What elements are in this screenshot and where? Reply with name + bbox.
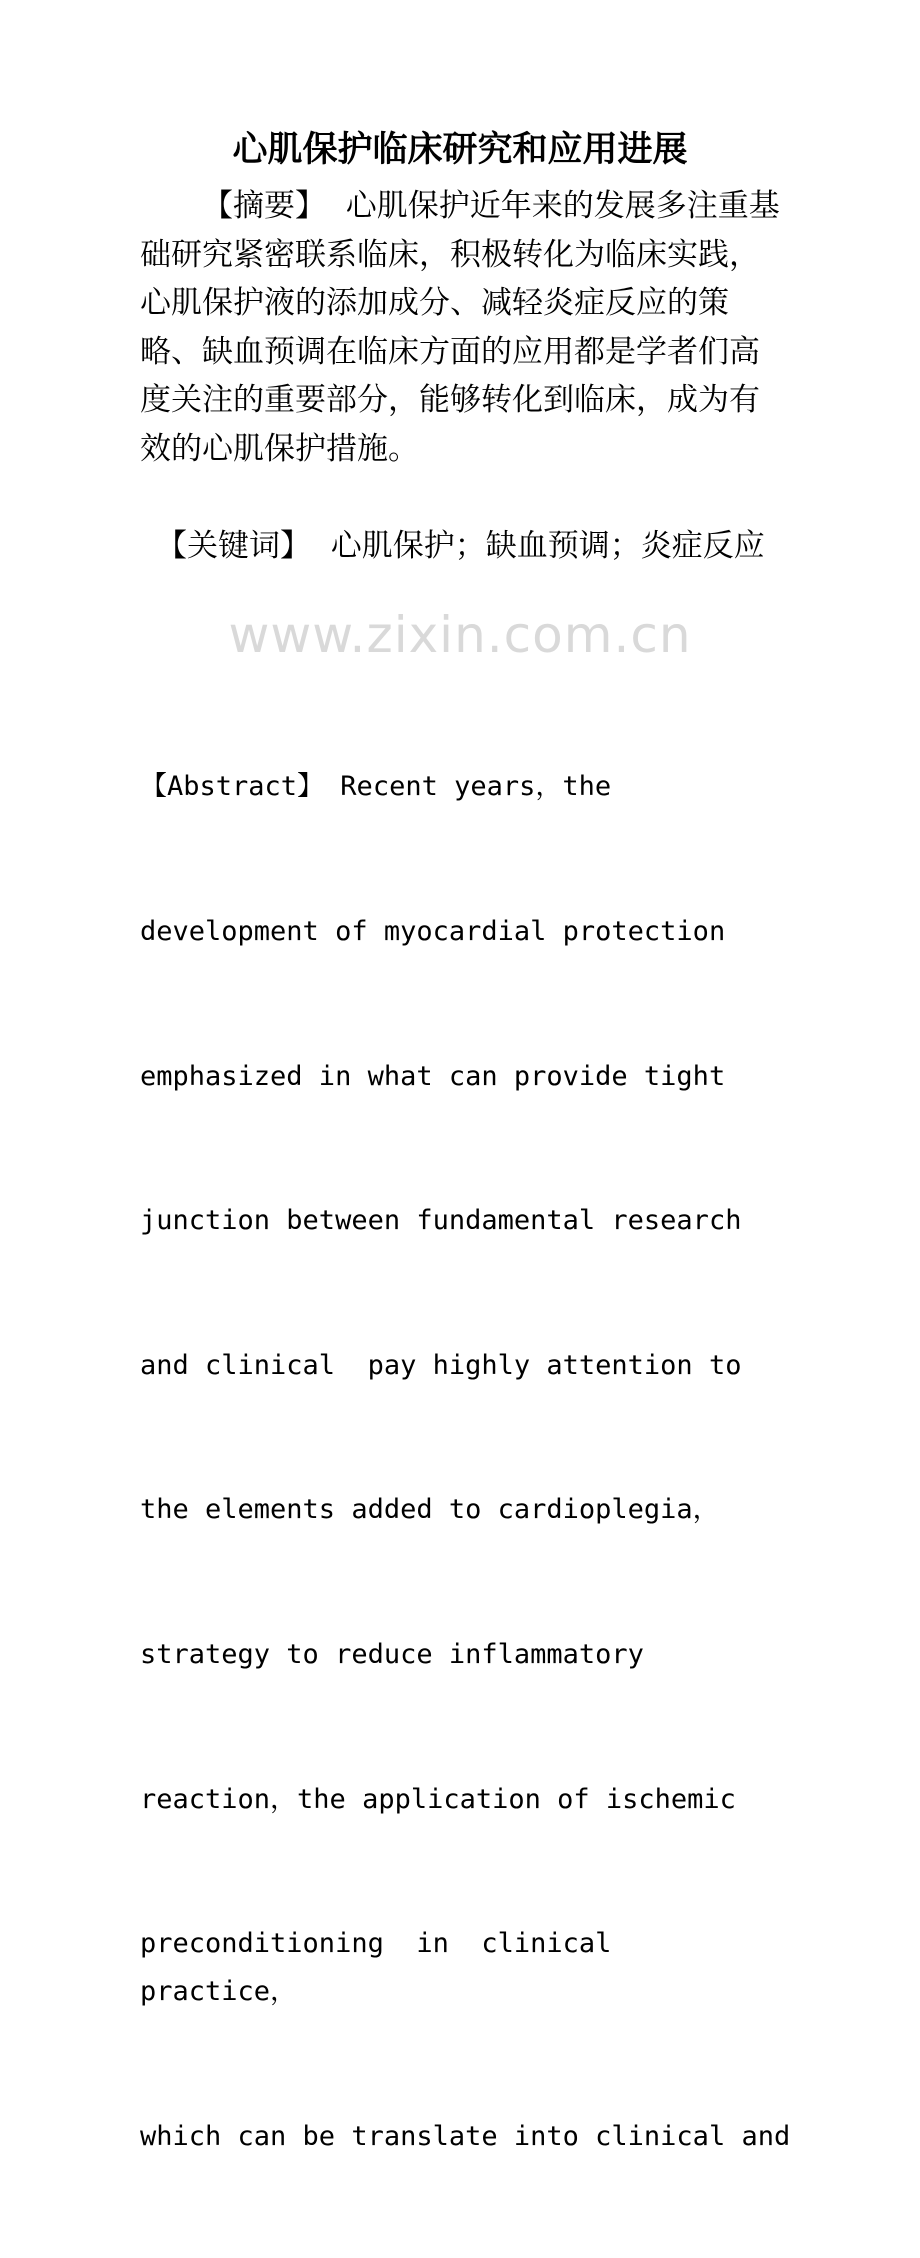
abstract-en-line: which can be translate into clinical and (140, 2121, 791, 2153)
abstract-en-line: and clinical pay highly attention to (140, 1349, 742, 1381)
abstract-en-line: preconditioning in clinical practice， (140, 1928, 644, 2008)
abstract-en (140, 667, 800, 2258)
abstract-en-label: 【Abstract】 (140, 771, 325, 803)
abstract-en-line (140, 763, 800, 811)
abstract-zh-text: 心肌保护近年来的发展多注重基础研究紧密联系临床，积极转化为临床实践，心肌保护液的添加成分、减轻炎症反应的策略、缺血预调在临床方面的应用都是学者们高度关注的重要部分，能够转化到临床，成为有效的心肌保护措施。 (140, 188, 780, 467)
keywords-zh-text: 心肌保护；缺血预调；炎症反应 (330, 528, 765, 564)
abstract-en-line-text: Recent years，the (324, 771, 612, 803)
document-title: 心肌保护临床研究和应用进展 (232, 129, 688, 170)
keywords-zh (140, 522, 785, 571)
abstract-en-line: development of myocardial protection (140, 916, 726, 948)
watermark-text: www.zixin.com.cn (228, 606, 692, 664)
abstract-en-line: emphasized in what can provide tight (140, 1060, 726, 1092)
abstract-zh-label: 【摘要】 (202, 188, 326, 224)
abstract-zh (140, 182, 785, 474)
abstract-en-line: junction between fundamental research (140, 1205, 742, 1237)
abstract-en-line: reaction，the application of ischemic (140, 1783, 736, 1815)
abstract-en-line: the elements added to cardioplegia， (140, 1494, 720, 1526)
abstract-en-line: strategy to reduce inflammatory (140, 1639, 644, 1671)
keywords-zh-label: 【关键词】 (156, 528, 311, 564)
